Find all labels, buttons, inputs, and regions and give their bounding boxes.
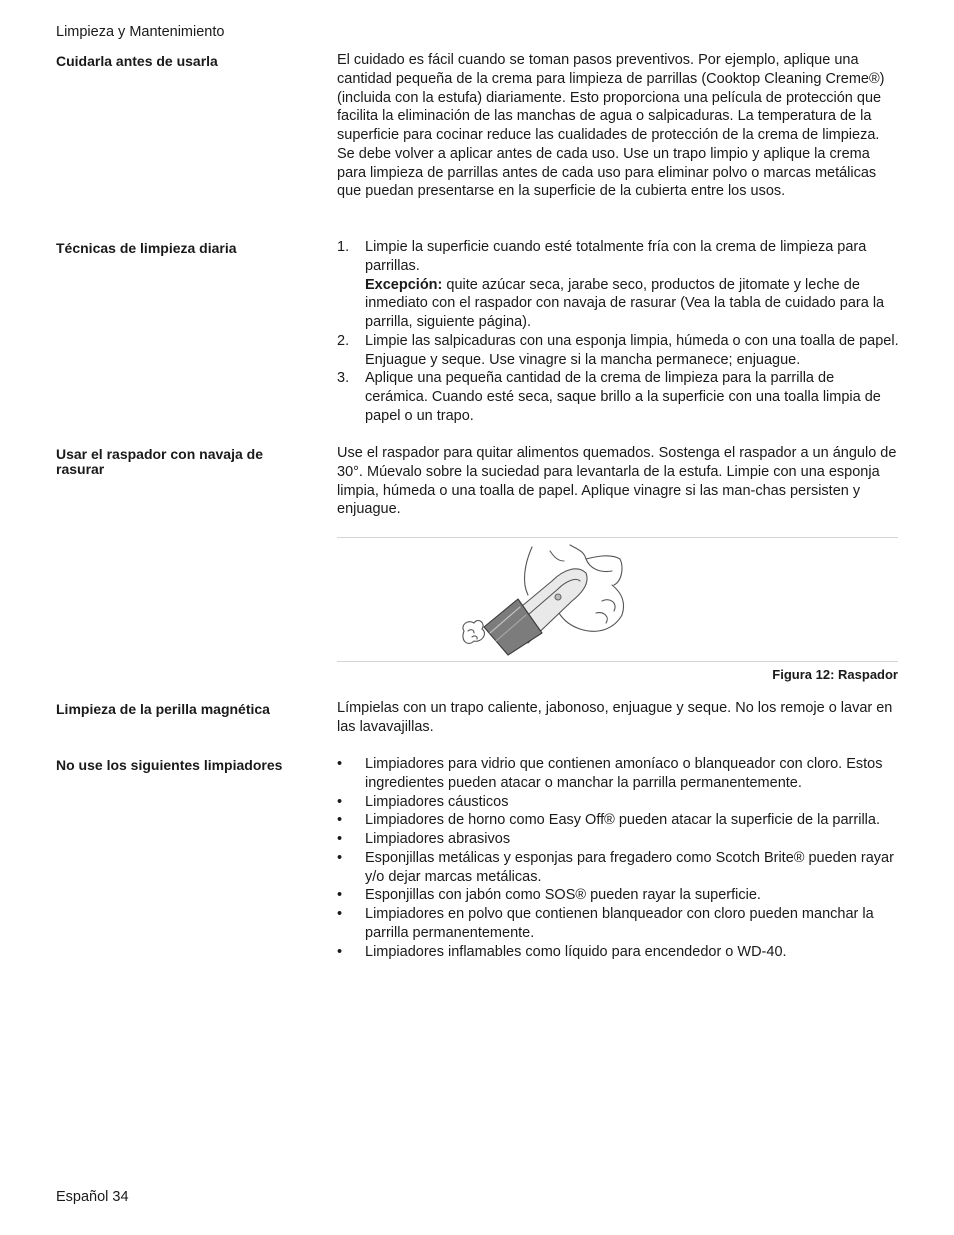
list-item [337, 905, 899, 943]
list-item [337, 849, 899, 887]
bullet-marker: • [337, 943, 343, 960]
list-item [337, 886, 899, 905]
scraper-illustration [462, 543, 642, 658]
section-heading: No use los siguientes limpiadores [56, 757, 283, 773]
section-heading: Técnicas de limpieza diaria [56, 240, 237, 256]
bullet-marker: • [337, 831, 343, 847]
list-item-text: Limpie las salpicaduras con una esponja limpia, húmeda o con una toalla de papel. Enjuague y seque. Use vinagre si la mancha permanece; enjuague. [365, 332, 899, 368]
list-item [337, 830, 899, 849]
section-body [337, 699, 899, 737]
section-body [337, 755, 899, 961]
list-item-text: Esponjillas metálicas y esponjas para fregadero como Scotch Brite® pueden rayar y/o dejar marcas metálicas. [365, 849, 894, 885]
list-item-text: Limpiadores inflamables como líquido para encendedor o WD-40. [365, 943, 787, 960]
page-footer: Español 34 [56, 1189, 129, 1205]
list-item [337, 369, 899, 425]
bullet-marker: • [337, 812, 343, 829]
exception-text: quite azúcar seca, jarabe seco, productos de jitomate y leche de inmediato con el raspador con navaja de rasurar (Vea la tabla de cuidado para la parrilla, siguiente página). [365, 276, 885, 330]
paragraph: Límpielas con un trapo caliente, jabonoso, enjuague y seque. No los remoje o lavar en las lavavajillas. [337, 700, 893, 735]
bullet-marker: • [337, 756, 343, 772]
list-item [337, 793, 899, 812]
numbered-list [337, 238, 899, 426]
list-item-text: Limpiadores para vidrio que contienen amoníaco o blanqueador con cloro. Estos ingredientes pueden atacar o manchar la parrilla permanentemente. [365, 756, 883, 791]
exception-note [365, 276, 899, 332]
list-marker: 3. [337, 370, 350, 387]
figure-top-rule [337, 537, 898, 538]
list-item-text: Esponjillas con jabón como SOS® pueden rayar la superficie. [365, 887, 761, 904]
section-body [337, 51, 899, 201]
section-heading: Cuidarla antes de usarla [56, 53, 218, 69]
bullet-marker: • [337, 906, 343, 922]
list-item [337, 755, 899, 793]
bullet-list [337, 755, 899, 961]
list-item [337, 943, 899, 962]
paragraph: Use el raspador para quitar alimentos quemados. Sostenga el raspador a un ángulo de 30°. Múevalo sobre la suciedad para levantarla de la estufa. Limpie con una esponja limpia, húmeda o una toalla de papel. Aplique vinagre si las man-chas persisten y enjuague. [337, 445, 897, 518]
section-heading: Usar el raspador con navaja de rasurar [56, 446, 263, 477]
bullet-marker: • [337, 793, 343, 810]
figure-caption: Figura 12: Raspador [772, 667, 898, 682]
list-item-text: Aplique una pequeña cantidad de la crema de limpieza para la parrilla de cerámica. Cuando esté seca, saque brillo a la superficie con una toalla limpia de papel o un trapo. [365, 370, 881, 424]
list-marker: 1. [337, 239, 350, 255]
page-header: Limpieza y Mantenimiento [56, 24, 225, 40]
paragraph: El cuidado es fácil cuando se toman pasos preventivos. Por ejemplo, aplique una cantidad pequeña de la crema para limpieza de parrillas (Cooktop Cleaning Creme®) (incluida con la estufa) diariamente. Esto proporciona una película de protección que facilita la eliminación de las manchas de agua o salpicaduras. La temperatura de la superficie para cocinar reduce las cualidades de protección de la crema de limpieza. Se debe volver a aplicar antes de cada uso. Use un trapo limpio y aplique la crema para limpieza de parrillas antes de cada uso para eliminar polvo o marcas metálicas que puedan presentarse en la superficie de la cubierta entre los usos. [337, 52, 885, 200]
list-item [337, 811, 899, 830]
list-item-text: Limpiadores cáusticos [365, 793, 509, 810]
list-item-text: Limpiadores de horno como Easy Off® pueden atacar la superficie de la parrilla. [365, 812, 880, 829]
list-item [337, 332, 899, 370]
section-body [337, 444, 899, 519]
list-item [337, 238, 899, 332]
exception-label: Excepción: [365, 276, 443, 293]
section-heading: Limpieza de la perilla magnética [56, 701, 270, 717]
figure-bottom-rule [337, 661, 898, 662]
list-marker: 2. [337, 332, 350, 349]
list-item-text: Limpiadores en polvo que contienen blanqueador con cloro pueden manchar la parrilla permanentemente. [365, 906, 874, 941]
section-body [337, 238, 899, 426]
bullet-marker: • [337, 849, 343, 866]
list-item-text: Limpie la superficie cuando esté totalmente fría con la crema de limpieza para parrillas. [365, 239, 867, 274]
bullet-marker: • [337, 887, 343, 904]
list-item-text: Limpiadores abrasivos [365, 831, 511, 847]
